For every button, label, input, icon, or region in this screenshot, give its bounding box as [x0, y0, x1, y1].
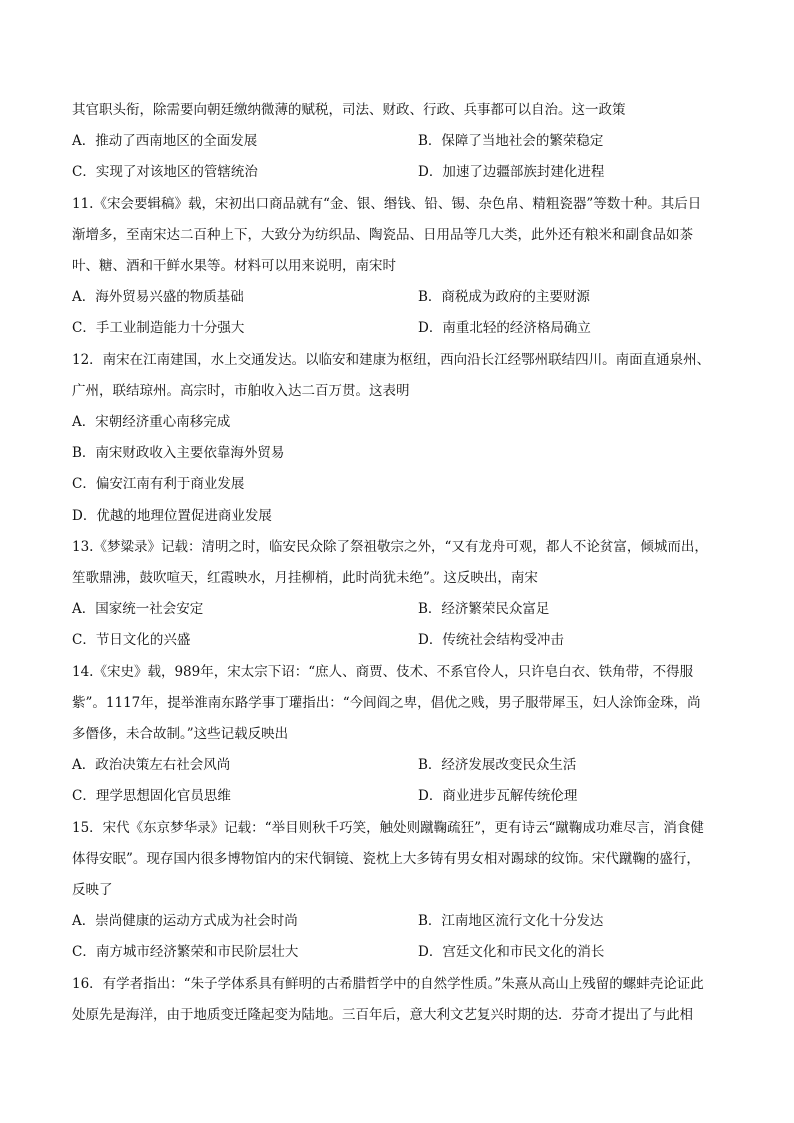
q13-option-b: B．经济繁荣民众富足	[418, 601, 550, 617]
q13-options-row2	[72, 630, 732, 650]
q12-option-c: C．偏安江南有利于商业发展	[72, 476, 245, 492]
q13-option-c: C．节日文化的兴盛	[72, 632, 191, 648]
q11-stem-line1: 11.《宋会要辑稿》载，宋初出口商品就有“金、银、缗钱、铅、锡、杂色帛、精粗瓷器”等数十种。其后日	[72, 196, 702, 212]
q10-stem: 其官职头衔，除需要向朝廷缴纳微薄的赋税，司法、财政、行政、兵事都可以自治。这一政策	[72, 102, 626, 118]
q14-options-row2	[72, 786, 732, 806]
q10-option-c: C．实现了对该地区的管辖统治	[72, 164, 258, 180]
q13-options-row1	[72, 599, 732, 619]
q11-stem-line2: 渐增多，至南宋达二百种上下，大致分为纺织品、陶瓷品、日用品等几大类，此外还有粮米和副食品如茶	[72, 227, 693, 243]
q11-options-row1	[72, 287, 732, 307]
q12-option-d: D．优越的地理位置促进商业发展	[72, 508, 272, 524]
q14-stem-line3: 多僭侈，未合故制。”这些记载反映出	[72, 726, 289, 742]
q10-options-row2	[72, 162, 732, 182]
q13-stem-line1: 13.《梦粱录》记载：清明之时，临安民众除了祭祖敬宗之外，“又有龙舟可观，都人不论贫富，倾城而出，	[72, 539, 708, 555]
q12-option-a: A．宋朝经济重心南移完成	[72, 414, 231, 430]
q15-option-d: D．宫廷文化和市民文化的消长	[418, 944, 605, 960]
q16-stem-line1: 16．有学者指出：“朱子学体系具有鲜明的古希腊哲学中的自然学性质。”朱熹从高山上残留的螺蚌壳论证此	[72, 976, 704, 992]
q15-options-row1	[72, 911, 732, 931]
q14-option-c: C．理学思想固化官员思维	[72, 788, 231, 804]
q16-stem-line2: 处原先是海洋，由于地质变迁隆起变为陆地。三百年后，意大利文艺复兴时期的达．芬奇才提出了与此相	[72, 1007, 693, 1023]
q11-stem-line3: 叶、糖、酒和干鲜水果等。材料可以用来说明，南宋时	[72, 258, 396, 274]
q14-option-b: B．经济发展改变民众生活	[418, 757, 577, 773]
q15-stem-line3: 反映了	[72, 882, 113, 898]
q15-option-c: C．南方城市经济繁荣和市民阶层壮大	[72, 944, 299, 960]
q10-option-a: A．推动了西南地区的全面发展	[72, 133, 258, 149]
q12-stem-line2: 广州，联结琼州。高宗时，市舶收入达二百万贯。这表明	[72, 383, 410, 399]
q14-option-a: A．政治决策左右社会风尚	[72, 757, 231, 773]
q11-option-d: D．南重北轻的经济格局确立	[418, 320, 591, 336]
q10-option-d: D．加速了边疆部族封建化进程	[418, 164, 605, 180]
q15-option-b: B．江南地区流行文化十分发达	[418, 913, 604, 929]
q14-stem-line2: 紫”。1117年，提举淮南东路学事丁瓘指出：“今闾阎之卑，倡优之贱，男子服带犀玉，妇人涂饰金珠，尚	[72, 695, 701, 711]
q15-stem-line2: 体得安眠”。现存国内很多博物馆内的宋代铜镜、瓷枕上大多铸有男女相对踢球的纹饰。宋代蹴鞠的盛行，	[72, 851, 700, 867]
q11-option-c: C．手工业制造能力十分强大	[72, 320, 245, 336]
q14-options-row1	[72, 755, 732, 775]
q11-option-a: A．海外贸易兴盛的物质基础	[72, 289, 244, 305]
q12-option-b: B．南宋财政收入主要依靠海外贸易	[72, 445, 285, 461]
q15-options-row2	[72, 942, 732, 962]
q13-option-a: A．国家统一社会安定	[72, 601, 204, 617]
q10-option-b: B．保障了当地社会的繁荣稳定	[418, 133, 604, 149]
q15-stem-line1: 15．宋代《东京梦华录》记载：“举目则秋千巧笑，触处则蹴鞠疏狂”，更有诗云“蹴鞠成功难尽言，消食健	[72, 820, 704, 836]
q14-option-d: D．商业进步瓦解传统伦理	[418, 788, 578, 804]
q13-stem-line2: 笙歌鼎沸，鼓吹喧天，红霞映水，月挂柳梢，此时尚犹未绝”。这反映出，南宋	[72, 570, 538, 586]
q14-stem-line1: 14.《宋史》载，989年，宋太宗下诏：“庶人、商贾、伎术、不系官伶人，只许皂白衣、铁角带，不得服	[72, 664, 694, 680]
q10-options-row1	[72, 131, 732, 151]
q15-option-a: A．崇尚健康的运动方式成为社会时尚	[72, 913, 298, 929]
q13-option-d: D．传统社会结构受冲击	[418, 632, 564, 648]
q11-option-b: B．商税成为政府的主要财源	[418, 289, 590, 305]
q11-options-row2	[72, 318, 732, 338]
q12-stem-line1: 12．南宋在江南建国，水上交通发达。以临安和建康为枢纽，西向沿长江经鄂州联结四川。南面直通泉州、	[72, 352, 711, 368]
